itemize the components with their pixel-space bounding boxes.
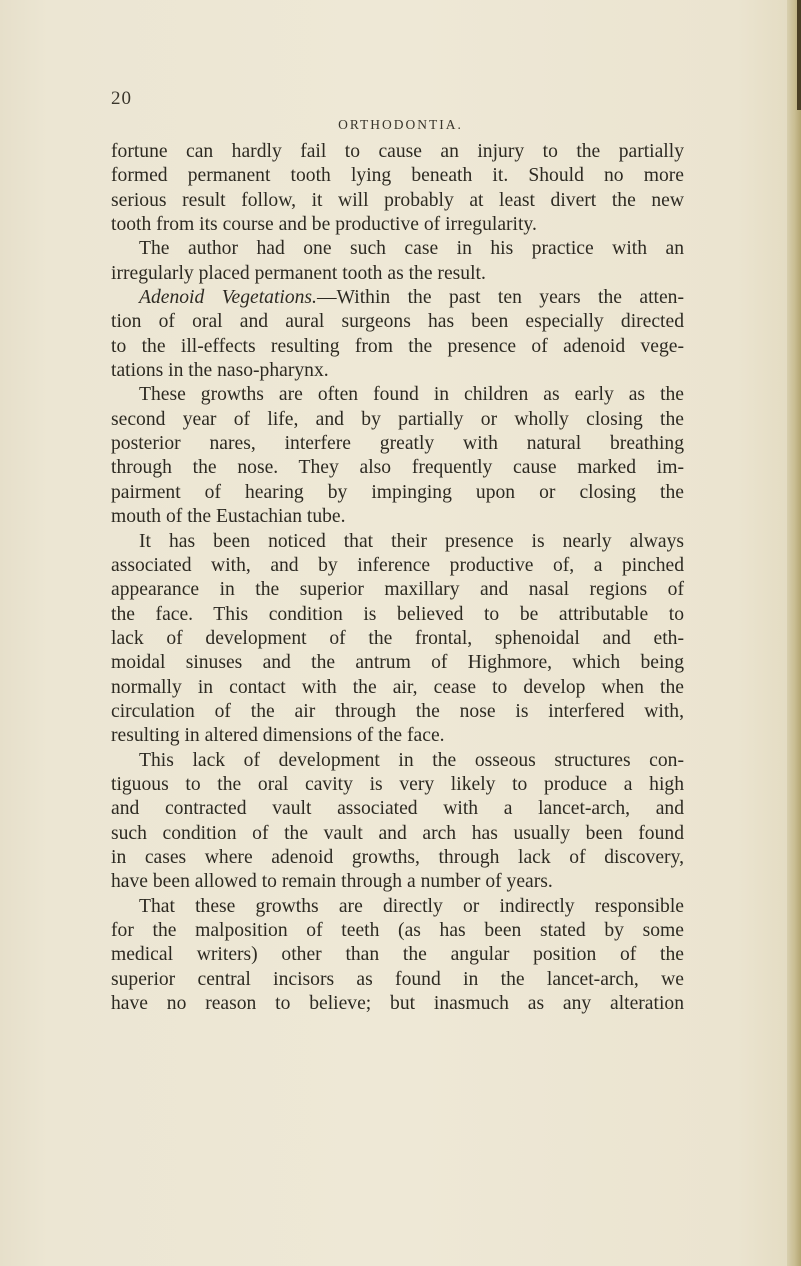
section-heading: Adenoid Vegetations. xyxy=(139,287,317,309)
text-line: associated with, and by inference productive of, a pinched xyxy=(111,554,684,576)
text-line: normally in contact with the air, cease to develop when the xyxy=(111,676,684,698)
page-edge xyxy=(787,0,801,1266)
text-line: tiguous to the oral cavity is very likely to produce a high xyxy=(111,773,684,795)
text-line: appearance in the superior maxillary and nasal regions of xyxy=(111,579,684,601)
text-line: resulting in altered dimensions of the face. xyxy=(111,725,445,747)
text-line: The author had one such case in his practice with an xyxy=(139,238,684,260)
text-line: moidal sinuses and the antrum of Highmore, which being xyxy=(111,652,684,674)
text-line: through the nose. They also frequently cause marked im- xyxy=(111,457,684,479)
text-line: This lack of development in the osseous structures con- xyxy=(139,749,684,771)
text-line: lack of development of the frontal, sphenoidal and eth- xyxy=(111,627,684,649)
text-line: —Within the past ten years the atten- xyxy=(316,287,684,309)
text-line: have been allowed to remain through a number of years. xyxy=(111,871,553,893)
running-head: ORTHODONTIA. xyxy=(338,117,463,132)
body-text xyxy=(111,140,684,1016)
section-heading-line xyxy=(111,286,684,310)
text-line: irregularly placed permanent tooth as the result. xyxy=(111,262,486,284)
text-line: such condition of the vault and arch has usually been found xyxy=(111,822,684,844)
text-line: posterior nares, interfere greatly with natural breathing xyxy=(111,433,684,455)
text-line: It has been noticed that their presence is nearly always xyxy=(139,530,684,552)
text-line: second year of life, and by partially or wholly closing the xyxy=(111,408,684,430)
text-line: and contracted vault associated with a lancet-arch, and xyxy=(111,798,684,820)
text-line: fortune can hardly fail to cause an injury to the partially xyxy=(111,141,684,162)
text-line: That these growths are directly or indirectly responsible xyxy=(139,895,684,917)
text-line: circulation of the air through the nose is interfered with, xyxy=(111,700,684,722)
text-line: superior central incisors as found in the lancet-arch, we xyxy=(111,968,684,990)
text-line: in cases where adenoid growths, through lack of discovery, xyxy=(111,846,684,868)
text-line: tations in the naso-pharynx. xyxy=(111,360,329,382)
text-line: for the malposition of teeth (as has been stated by some xyxy=(111,920,684,941)
text-line: serious result follow, it will probably at least divert the new xyxy=(111,189,684,211)
text-line: tooth from its course and be productive of irregularity. xyxy=(111,214,537,236)
text-line: These growths are often found in children as early as the xyxy=(139,384,684,406)
text-line: pairment of hearing by impinging upon or closing the xyxy=(111,481,684,503)
text-line: have no reason to believe; but inasmuch as any alteration xyxy=(111,993,684,1015)
text-line: tion of oral and aural surgeons has been especially directed xyxy=(111,311,684,333)
page-number: 20 xyxy=(111,88,132,109)
text-line: to the ill-effects resulting from the presence of adenoid vege- xyxy=(111,335,684,357)
text-line: the face. This condition is believed to be attributable to xyxy=(111,603,684,625)
text-line: mouth of the Eustachian tube. xyxy=(111,506,346,528)
text-line: formed permanent tooth lying beneath it. Should no more xyxy=(111,165,684,187)
text-line: medical writers) other than the angular position of the xyxy=(111,944,684,966)
